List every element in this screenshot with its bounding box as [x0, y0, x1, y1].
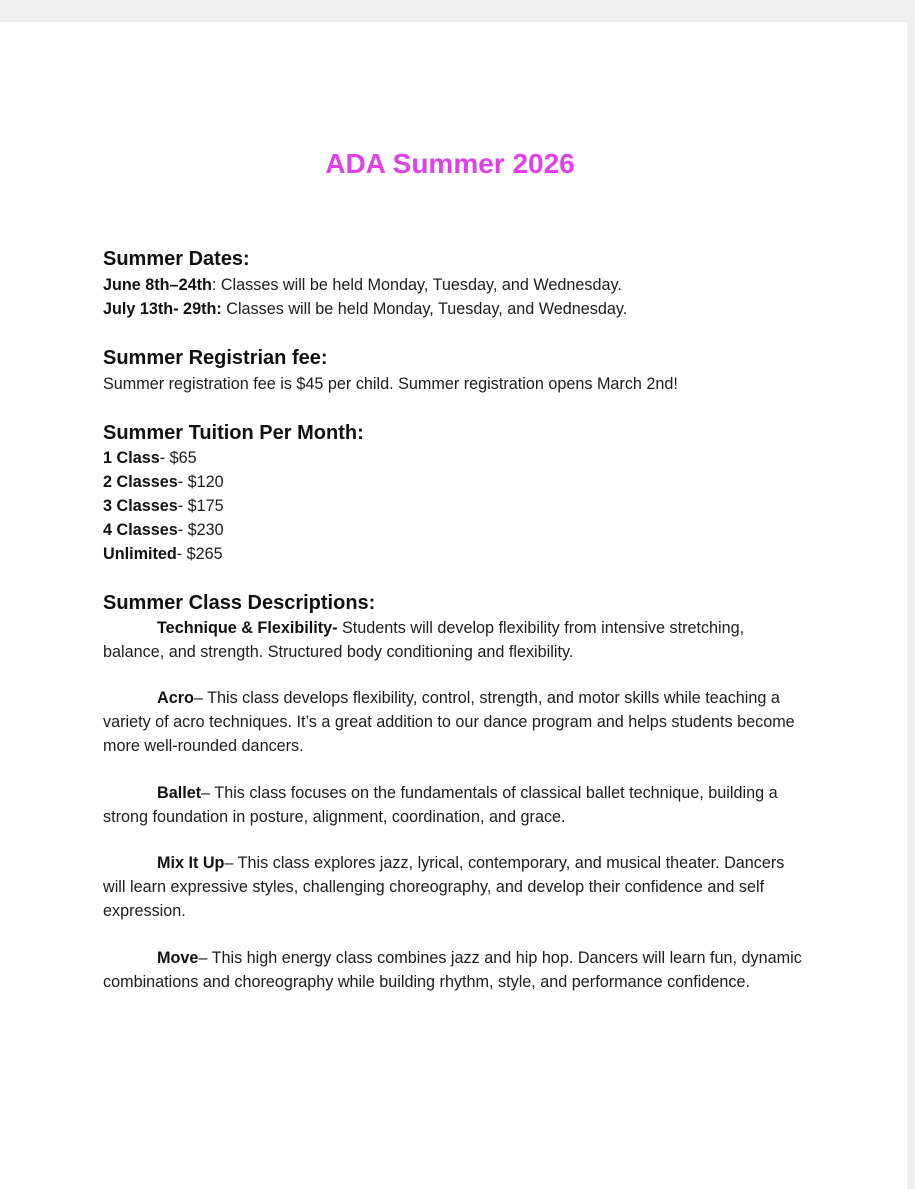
class-name: Ballet	[157, 784, 202, 802]
summer-dates-heading: Summer Dates:	[103, 248, 250, 270]
class-descriptions-heading: Summer Class Descriptions:	[103, 592, 376, 614]
class-description	[103, 946, 803, 994]
class-text: – This class explores jazz, lyrical, contemporary, and musical theater. Dancers will learn expressive styles, challenging choreography, and develop their confidence and self expression.	[103, 854, 785, 920]
tuition-row	[103, 446, 197, 470]
class-description	[103, 851, 803, 923]
tuition-price: - $265	[176, 545, 223, 563]
date-label: June 8th–24th	[103, 276, 212, 294]
class-name: Technique & Flexibility-	[157, 619, 338, 637]
class-text: – This class focuses on the fundamentals of classical ballet technique, building a strong foundation in posture, alignment, coordination, and grace.	[103, 784, 778, 826]
scrollbar-track[interactable]	[907, 22, 915, 1189]
date-text: Classes will be held Monday, Tuesday, and Wednesday.	[221, 300, 628, 318]
class-name: Move	[157, 949, 199, 967]
tuition-row	[103, 494, 224, 518]
tuition-label: Unlimited	[103, 545, 177, 563]
tuition-label: 3 Classes	[103, 497, 178, 515]
tuition-label: 2 Classes	[103, 473, 178, 491]
class-name: Acro	[157, 689, 194, 707]
class-description	[103, 686, 803, 758]
tuition-price: - $65	[159, 449, 197, 467]
tuition-price: - $175	[177, 497, 224, 515]
registration-fee-text: Summer registration fee is $45 per child. Summer registration opens March 2nd!	[103, 375, 678, 393]
tuition-price: - $120	[177, 473, 224, 491]
date-label: July 13th- 29th:	[103, 300, 222, 318]
tuition-heading: Summer Tuition Per Month:	[103, 422, 364, 444]
tuition-label: 4 Classes	[103, 521, 178, 539]
tuition-price: - $230	[177, 521, 224, 539]
date-row	[103, 273, 622, 297]
date-text: : Classes will be held Monday, Tuesday, and Wednesday.	[211, 276, 622, 294]
class-description	[103, 616, 803, 664]
class-text: Students will develop flexibility from intensive stretching, balance, and strength. Structured body conditioning and flexibility.	[103, 619, 745, 661]
class-text: – This high energy class combines jazz and hip hop. Dancers will learn fun, dynamic combinations and choreography while building rhythm, style, and performance confidence.	[103, 949, 802, 991]
tuition-row	[103, 470, 224, 494]
document-title: ADA Summer 2026	[325, 148, 575, 179]
tuition-label: 1 Class	[103, 449, 160, 467]
tuition-row	[103, 518, 224, 542]
class-text: – This class develops flexibility, control, strength, and motor skills while teaching a variety of acro techniques. It’s a great addition to our dance program and helps students become more well-rounded dancers.	[103, 689, 795, 755]
registration-fee-heading: Summer Registrian fee:	[103, 347, 328, 369]
class-name: Mix It Up	[157, 854, 225, 872]
tuition-row	[103, 542, 223, 566]
date-row	[103, 297, 627, 321]
class-description	[103, 781, 803, 829]
